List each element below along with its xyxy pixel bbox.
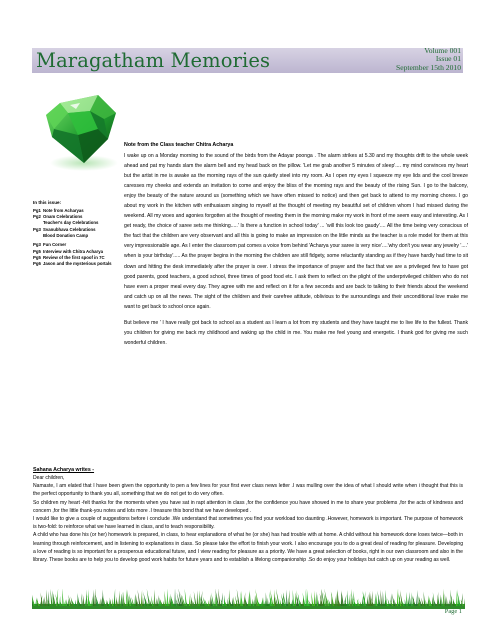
in-this-issue-sidebar	[33, 200, 115, 268]
toc-page-number	[33, 233, 43, 238]
sidebar-heading: In this issue:	[33, 200, 62, 205]
toc-label: Blood Donation Camp	[43, 233, 89, 239]
toc-item[interactable]	[33, 208, 115, 213]
toc-item[interactable]	[33, 249, 115, 254]
toc-page-number: Pg1	[33, 207, 41, 213]
toc-item[interactable]	[33, 227, 115, 232]
letter-article	[33, 467, 463, 564]
issue-info	[396, 47, 461, 72]
toc-label: Review of the first spoof in 7C	[43, 255, 105, 261]
toc-label: Note from Acharyas	[43, 207, 84, 213]
page-number: Page 1	[444, 608, 462, 615]
toc-page-number: Pg2	[33, 213, 41, 219]
toc-label: Jason and the mysterious portals	[43, 261, 112, 267]
article-paragraph: But believe me ' I have really got back to school as a student as I learn a lot from my students and they have taught me to live life to the fullest. Thank you children for giving me back my childhood and waking up the child in me. You make me feel young and energetic. I thank god for giving me such wonderful children.	[124, 320, 468, 347]
toc-page-number: Pg5	[33, 255, 41, 261]
toc-page-number: Pg3	[33, 226, 41, 232]
article-paragraph: So children my heart -felt thanks for the moments when you have sat in rapt attention in class ,for the confidence you have showed in me to share your problems ,for the acts of kindness and concern ,for the little thank-you notes and lots more .I treasure this bond that we have developed .	[33, 499, 463, 514]
toc-page-number: Pg3	[33, 242, 41, 248]
article-paragraph: I wake up on a Monday morning to the sound of the birds from the Adayar poonga . The alarm strikes at 5.30 and my thoughts drift to the whole week ahead and pat my hands slam the alarm bell and my head back on the pillow. 'Let me grab another 5 minutes of sleep'.... my mind convinces my heart but the artist in me is awake as the morning rays of the sun quietly steel into my room. As I open my eyes I squeeze my eye lids and the cool breeze caresses my cheeks and extends an invitation to come and enjoy the bliss of the morning rays and the beauty of the rising Sun. I go to the balcony, enjoy the beauty of the nature around us (something which we have often missed to notice) and then get back to attend to my morning chores. I go about my work in the kitchen with enthusiasm singing to myself at the thought of meeting my beautiful set of children whom I had missed during the weekend. All my woes and agonies forgotten at the thought of meeting them in the morning make my work in front of me seem easy and interesting. As I get ready, the choice of saree sets me thinking.....' Is there a function in school today' ... 'will this look too gaudy'.... All the time being very conscious of the fact that the children are very observant and all this is going to make an impression on the little minds as the teacher is a role model for them at this very impressionable age. As I enter the classroom pat comes a voice from behind 'Acharya your saree is very nice'....'why don't you wear any jewelry '....' when is your birthday'..... As the prayer begins in the morning the children are still fidgety, some reluctantly standing as if they have hardly had time to sit down and hitting the desk immediately after the prayer is over. I stress the importance of prayer and the fact that we are a privileged few to have got good parents, good teachers, a good school, three times of good food etc. I ask them to reflect on the plight of the underprivileged children who do not have even a proper meal every day. They agree with me and reflect on it for a few seconds and are back to talking to their friends about the weekend and catch up on all the news. The sight of the children and their carefree attitude, oblivious to the surroundings and their unconditional love make me want to get back to school once again.	[124, 152, 468, 310]
newsletter-title: Maragatham Memories	[36, 49, 271, 72]
toc-page-number: Pg5	[33, 248, 41, 254]
toc-label: Svanubhava Celebrations	[43, 226, 96, 232]
toc-page-number: Pg6	[33, 261, 41, 267]
toc-label: Teacher's day Celebrations	[43, 220, 99, 226]
toc-item[interactable]	[33, 214, 115, 219]
article-paragraph: Dear children,	[33, 475, 65, 481]
toc-label: Fun Corner	[43, 242, 67, 248]
toc-label: Onam Celebrations	[43, 213, 83, 219]
toc-item[interactable]	[33, 261, 115, 266]
grass-border	[32, 589, 465, 609]
article-heading: Note from the Class teacher Chitra Acharya	[124, 142, 234, 148]
emerald-gem-icon	[40, 83, 122, 173]
article-paragraph: A child who has done his (or her) homework is prepared, in class, to hear explanations of what he (or she) has had trouble with at home. A child without his homework done loses twice—both in learning through reinforcement, and in listening to explanations in class. So please take the effort to finish your work. I also encourage you to do a great deal of reading for pleasure. Developing a love of reading is so important for a prosperous educational future, and I view reading for pleasure as a priority. We have a great selection of books, right in our own classroom and also in the library. These books are to help you to develop good work habits for future years and to establish a lifelong companionship .So do enjoy your holidays but catch up on your reading as well.	[33, 532, 463, 564]
issue-label: Issue 01	[435, 54, 461, 64]
article-heading: Sahana Acharya writes -	[33, 467, 95, 473]
volume-label: Volume 001	[424, 46, 461, 55]
toc-label: Interview with Chitra Acharya	[43, 248, 104, 254]
toc-item[interactable]	[33, 220, 115, 225]
article-paragraph: Namaste, I am elated that I have been given the opportunity to pen a few lines for your first ever class news letter .I was mulling over the idea of what I should write when i thought that this is the perfect opportunity to thank you all, something that we do not get to do very often.	[33, 483, 463, 498]
teacher-note-article	[124, 142, 468, 348]
toc-item[interactable]	[33, 255, 115, 260]
issue-date: September 15th 2010	[396, 62, 461, 72]
toc-item[interactable]	[33, 242, 115, 247]
toc-page-number	[33, 220, 43, 225]
article-paragraph: I would like to give a couple of suggestions before i conclude .We understand that sometimes you find your workload too daunting .However, homework is important. The purpose of homework is two-fold: to reinforce what we have learned in class, and to teach responsibility.	[33, 516, 463, 531]
toc-item[interactable]	[33, 233, 115, 238]
